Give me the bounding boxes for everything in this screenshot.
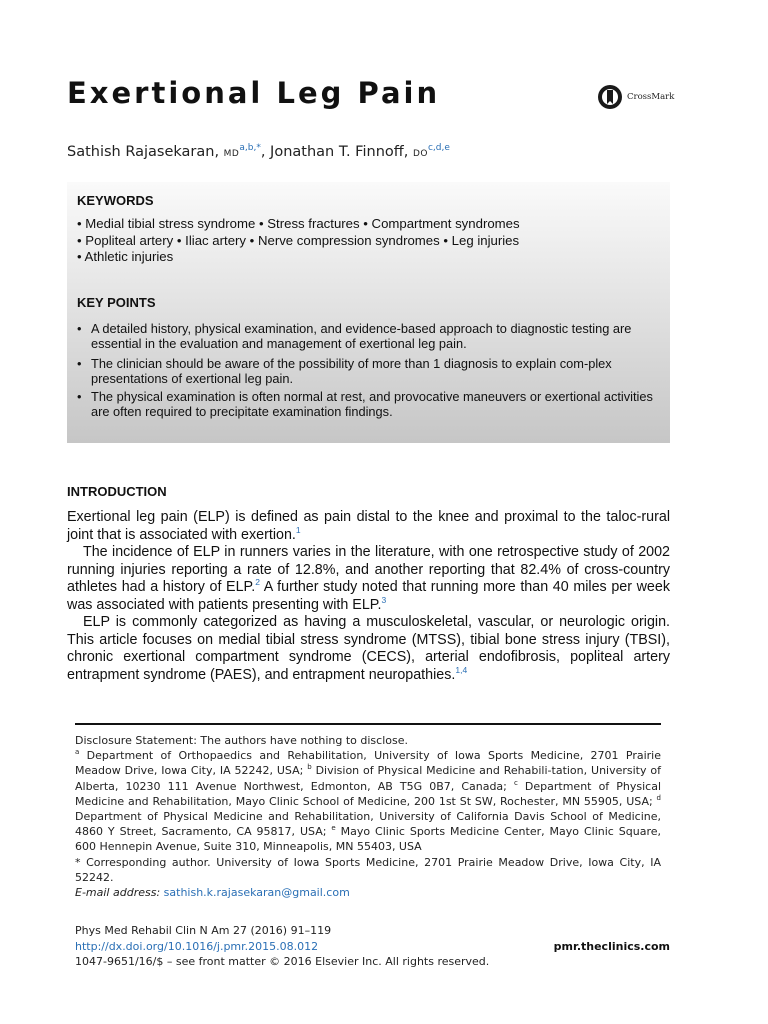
paragraph xyxy=(67,544,670,614)
reference-link[interactable]: 1,4 xyxy=(455,664,468,675)
introduction-body xyxy=(67,509,670,684)
footnote-divider xyxy=(75,723,661,725)
reference-link[interactable]: 1 xyxy=(295,524,301,535)
key-points-heading: KEY POINTS xyxy=(77,295,156,310)
doi-link[interactable]: http://dx.doi.org/10.1016/j.pmr.2015.08.012 xyxy=(75,939,319,953)
reference-link[interactable]: 3 xyxy=(381,594,387,605)
article-title: Exertional Leg Pain xyxy=(67,76,441,110)
keyword-line: • Medial tibial stress syndrome • Stress fractures • Compartment syndromes xyxy=(77,216,520,231)
bullet: • xyxy=(77,389,82,404)
bullet: • xyxy=(77,321,82,336)
reference-link[interactable]: 2 xyxy=(255,577,260,587)
keyword-line: • Athletic injuries xyxy=(77,249,174,264)
disclosure-statement: Disclosure Statement: The authors have nothing to disclose. xyxy=(75,734,408,747)
affiliation-mark: b xyxy=(307,763,312,772)
page-footer xyxy=(75,923,670,970)
affiliation-text: Department of Orthopaedics and Rehabilitation, University of Iowa Sports Medicine, 2701 Prairie Meadow Drive, Iowa City, IA 52242, USA; xyxy=(75,749,661,778)
paragraph xyxy=(67,614,670,684)
key-point-text: A detailed history, physical examination, and evidence-based approach to diagnostic testing are essential in the evaluation and management of exertional leg pain. xyxy=(91,321,632,351)
author-degree: DO xyxy=(412,149,428,159)
key-point-text: The physical examination is often normal at rest, and provocative maneuvers or exertional activities are often required to precipitate examination findings. xyxy=(91,389,653,419)
affiliation-text: Department of Physical Medicine and Rehabilitation, University of California Davis School of Medicine, 4860 Y Street, Sacramento, CA 95817, USA; xyxy=(75,810,661,839)
key-point-item xyxy=(77,356,659,386)
crossmark-badge[interactable] xyxy=(597,84,674,110)
affiliation-text: Department of Physical Medicine and Rehabilitation, Mayo Clinic School of Medicine, 200 1st St SW, Rochester, MN 55905, USA; xyxy=(75,779,661,808)
affiliation-mark: d xyxy=(656,793,661,802)
crossmark-label: CrossMark xyxy=(627,92,675,102)
affiliation-mark: a xyxy=(75,748,80,757)
introduction-heading: INTRODUCTION xyxy=(67,484,167,499)
affiliation-text: Division of Physical Medicine and Rehabili-tation, University of Alberta, 10230 111 Avenue Northwest, Edmonton, AB T5G 0B7, Canada; xyxy=(75,764,661,793)
affiliation-mark: e xyxy=(331,824,336,833)
key-point-item xyxy=(77,389,659,419)
author-list xyxy=(67,143,450,160)
crossmark-icon xyxy=(597,84,623,110)
author-degree: MD xyxy=(223,149,240,159)
bullet: • xyxy=(77,356,82,371)
paragraph xyxy=(67,509,670,544)
paragraph-text: ELP is commonly categorized as having a musculoskeletal, vascular, or neurologic origin. This article focuses on medial tibial stress syndrome (MTSS), tibial bone stress injury (TBSI), chronic exertional compartment syndrome (CECS), arterial endofibrosis, popliteal artery entrapment syndrome (PAES), and entrapment neuropathies. xyxy=(67,614,670,683)
affiliation-mark: c xyxy=(513,778,518,787)
email-line xyxy=(75,885,661,900)
key-point-text: The clinician should be aware of the possibility of more than 1 diagnosis to explain com-plex presentations of exertional leg pain. xyxy=(91,356,612,386)
journal-website-link[interactable]: pmr.theclinics.com xyxy=(553,939,670,953)
paragraph-text: The incidence of ELP in runners varies in the literature, with one retrospective study of 2002 running injuries reporting a rate of 12.8%, and another reporting that 82.4% of cross-country athletes had a history of ELP. xyxy=(67,544,670,595)
corresponding-author: * Corresponding author. University of Iowa Sports Medicine, 2701 Prairie Meadow Drive, Iowa City, IA 52242. xyxy=(75,855,661,884)
email-link[interactable]: sathish.k.rajasekaran@gmail.com xyxy=(163,886,350,900)
author-separator: , xyxy=(260,144,266,160)
email-label: E-mail address: xyxy=(75,886,161,900)
footnotes xyxy=(75,733,661,900)
affiliations xyxy=(75,748,661,854)
paragraph-text: Exertional leg pain (ELP) is defined as pain distal to the knee and proximal to the taloc-rural joint that is associated with exertion. xyxy=(67,509,670,543)
journal-citation: Phys Med Rehabil Clin N Am 27 (2016) 91–119 xyxy=(75,924,332,937)
keywords-heading: KEYWORDS xyxy=(77,193,154,208)
keyword-line: • Popliteal artery • Iliac artery • Nerve compression syndromes • Leg injuries xyxy=(77,233,520,248)
author-affiliation-link[interactable]: a,b,* xyxy=(239,143,261,153)
paragraph-text: A further study noted that running more than 40 miles per week was associated with patients presenting with ELP. xyxy=(67,579,670,613)
keywords-keypoints-box xyxy=(67,182,670,443)
affiliation-text: Mayo Clinic Sports Medicine Center, Mayo Clinic Square, 600 Hennepin Avenue, Suite 310, Minneapolis, MN 55403, USA xyxy=(75,825,661,854)
author-name: Jonathan T. Finnoff, xyxy=(270,144,409,160)
author-name: Sathish Rajasekaran, xyxy=(67,144,220,160)
copyright-notice: 1047-9651/16/$ – see front matter © 2016 Elsevier Inc. All rights reserved. xyxy=(75,955,490,968)
author-affiliation-link[interactable]: c,d,e xyxy=(427,143,450,153)
key-point-item xyxy=(77,321,659,351)
